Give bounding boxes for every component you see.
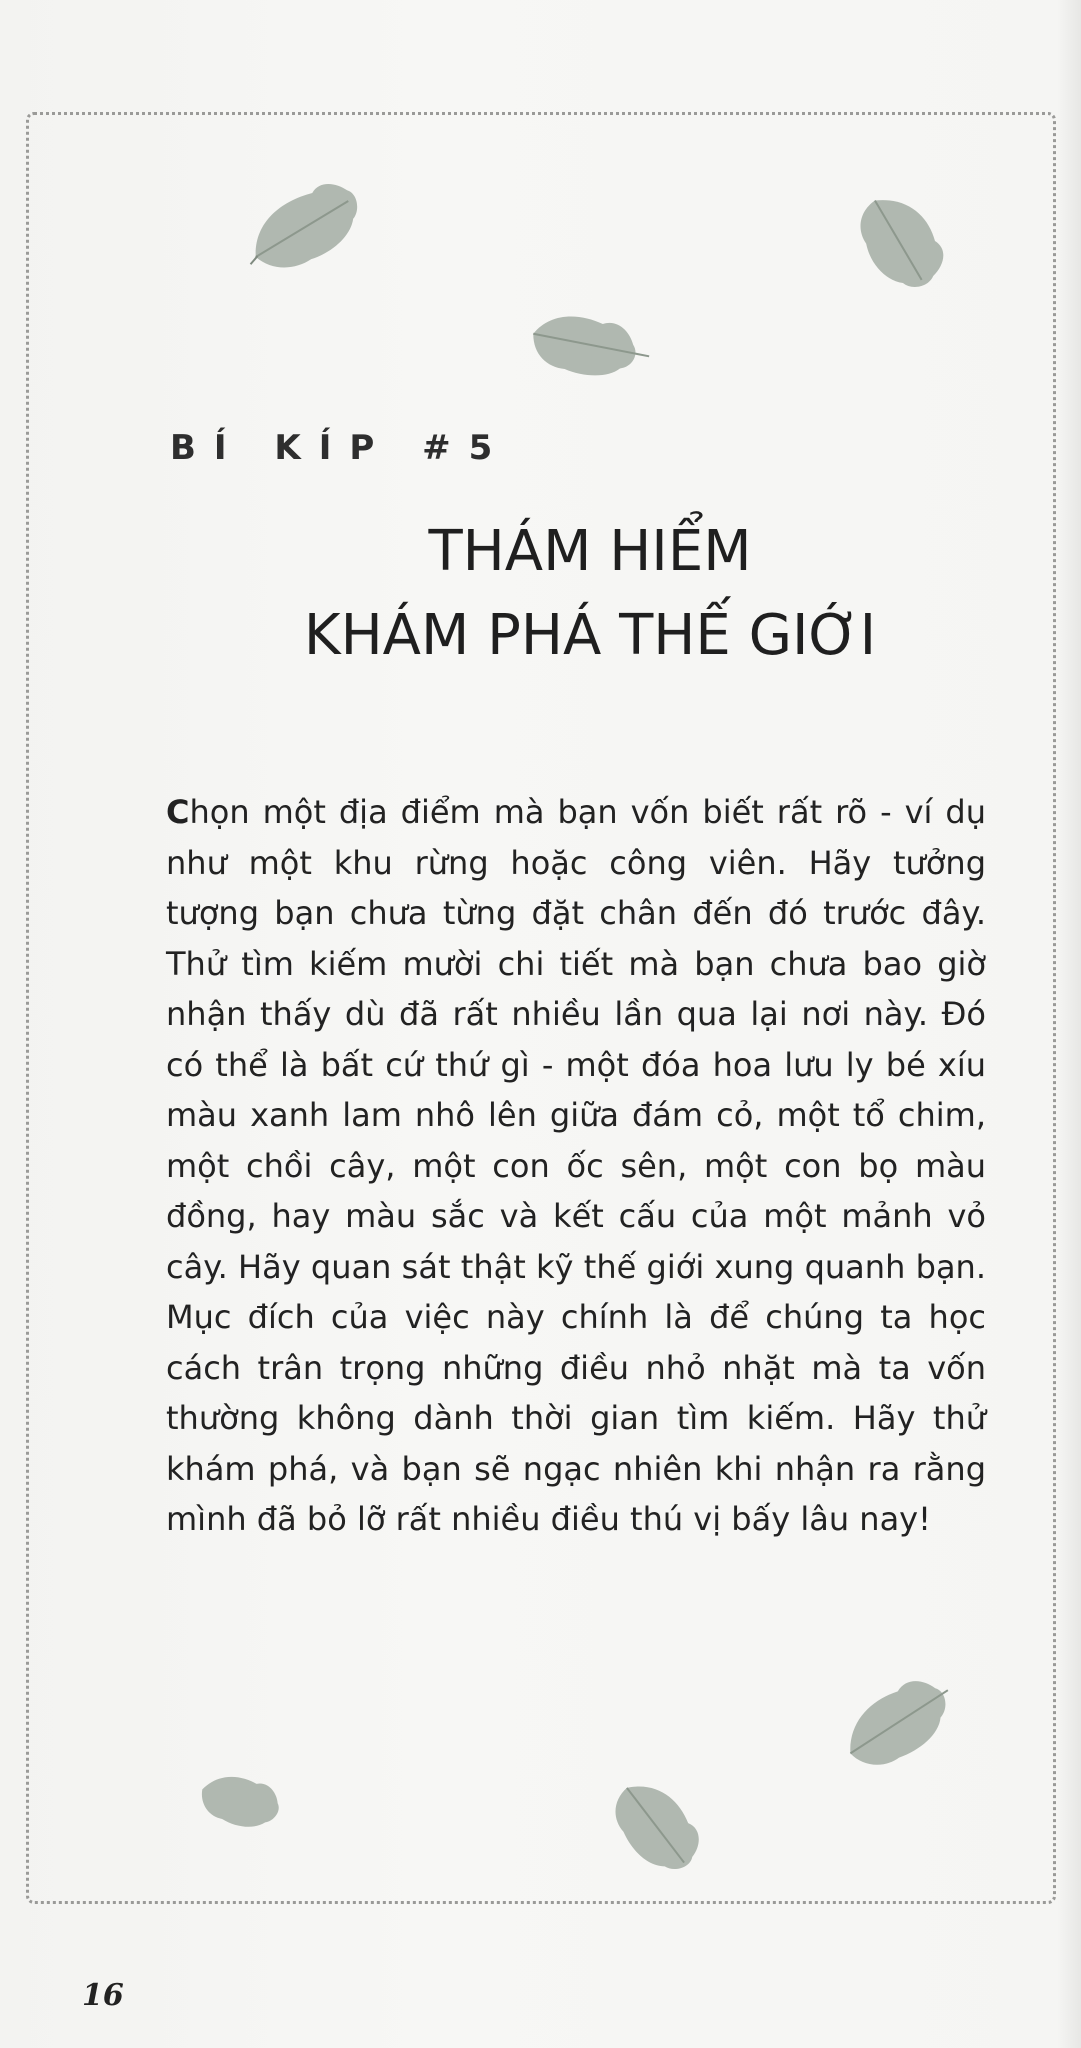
- page-number: 16: [82, 1978, 124, 2013]
- tip-title-line-1: THÁM HIỂM: [428, 519, 752, 584]
- leaf-icon: [526, 306, 656, 386]
- tip-body: [166, 787, 986, 1545]
- leaf-icon: [236, 178, 376, 278]
- leaf-icon: [600, 1768, 710, 1888]
- leaf-icon: [836, 1668, 966, 1778]
- tip-title-line-2: KHÁM PHÁ THẾ GIỚI: [303, 603, 877, 668]
- tip-paragraph: [166, 787, 986, 1545]
- tip-paragraph-text: họn một địa điểm mà bạn vốn biết rất rõ - ví dụ như một khu rừng hoặc công viên. Hãy tưởng tượng bạn chưa từng đặt chân đến đó trước đây. Thử tìm kiếm mười chi tiết mà bạn chưa bao giờ nhận thấy dù đã rất nhiều lần qua lại nơi này. Đó có thể là bất cứ thứ gì - một đóa hoa lưu ly bé xíu màu xanh lam nhô lên giữa đám cỏ, một tổ chim, một chồi cây, một con ốc sên, một con bọ màu đồng, hay màu sắc và kết cấu của một mảnh vỏ cây. Hãy quan sát thật kỹ thế giới xung quanh bạn. Mục đích của việc này chính là để chúng ta học cách trân trọng những điều nhỏ nhặt mà ta vốn thường không dành thời gian tìm kiếm. Hãy thử khám phá, và bạn sẽ ngạc nhiên khi nhận ra rằng mình đã bỏ lỡ rất nhiều điều thú vị bấy lâu nay!: [166, 793, 986, 1538]
- tip-number-label: BÍ KÍP #5: [170, 428, 511, 468]
- tip-title: [150, 510, 1030, 678]
- leaf-icon: [196, 1768, 286, 1838]
- leaf-icon: [842, 172, 952, 312]
- page-edge-shadow: [1057, 0, 1081, 2048]
- drop-cap: C: [166, 793, 190, 831]
